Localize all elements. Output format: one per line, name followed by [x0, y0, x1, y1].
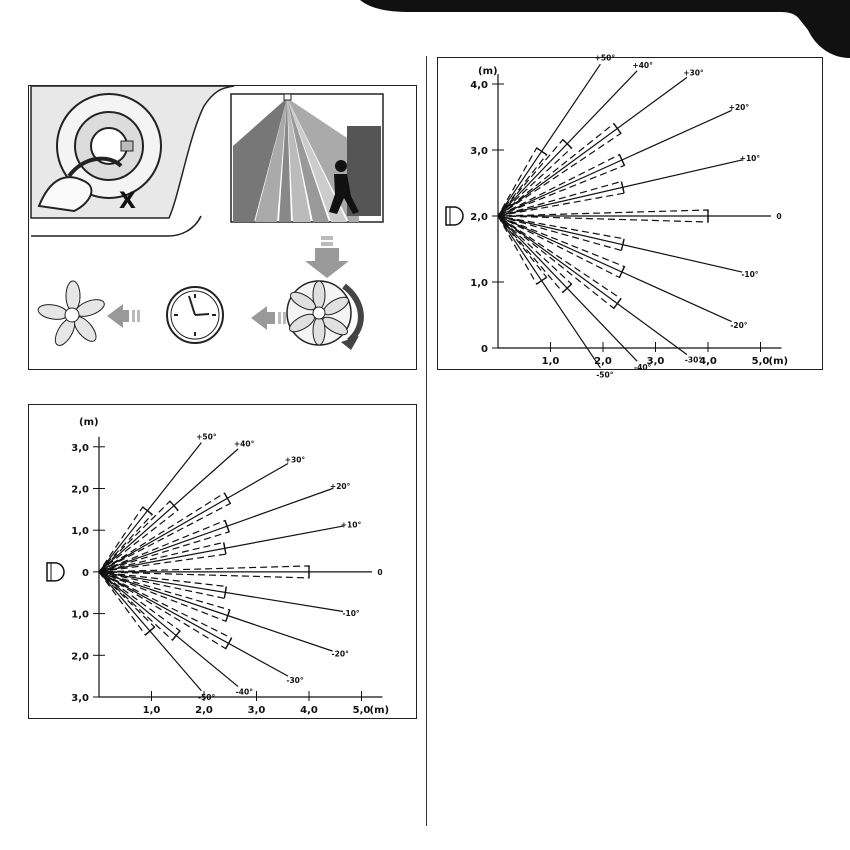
y-tick-label: 2,0: [71, 484, 89, 496]
x-unit-label: (m): [369, 705, 390, 716]
angle-label: 0: [776, 212, 782, 221]
y-tick-label: 1,0: [71, 526, 89, 538]
angle-label: +30°: [683, 68, 704, 78]
clock-icon: [167, 287, 223, 343]
zone-end-bracket: [537, 277, 547, 284]
x-tick-label: 5,0: [751, 356, 770, 367]
sensor-icon: [446, 207, 463, 225]
y-tick-label: 4,0: [470, 80, 488, 91]
zone-end-bracket: [619, 155, 624, 166]
ray-line: [99, 572, 333, 651]
x-tick-label: 5,0: [352, 705, 371, 716]
arrow-left-icon: [107, 304, 140, 328]
zone-end-bracket: [172, 631, 180, 640]
angle-label: +30°: [284, 455, 306, 465]
illustration-panel: [28, 85, 417, 370]
angle-label: -40°: [634, 362, 652, 372]
x-tick-label: 1,0: [142, 705, 161, 716]
angle-label: -50°: [596, 370, 614, 380]
ray-line: [498, 160, 742, 216]
y-tick-label: 1,0: [470, 278, 488, 289]
detection-chart-1-panel: [437, 53, 823, 380]
zone-end-bracket: [537, 148, 547, 155]
angle-label: -10°: [741, 269, 759, 279]
zone-end-bracket: [619, 267, 624, 278]
angle-label: 0: [377, 567, 383, 577]
angle-label: -20°: [730, 320, 748, 330]
detection-chart-2-panel: [28, 404, 417, 719]
sensor-icon: [47, 563, 64, 581]
angle-label: +40°: [632, 61, 653, 71]
y-tick-label: 3,0: [470, 146, 488, 157]
hand-wiring-icon: [31, 86, 234, 218]
x-mark: X: [119, 189, 136, 214]
angle-label: +50°: [594, 53, 616, 63]
fan-icon: [37, 281, 106, 348]
angle-label: +50°: [196, 432, 217, 442]
ray-line: [99, 443, 201, 572]
ray-line: [498, 216, 687, 355]
y-tick-label: 2,0: [470, 212, 488, 223]
y-unit-label: (m): [79, 417, 99, 428]
x-tick-label: 2,0: [195, 705, 213, 716]
zone-end-bracket: [614, 299, 621, 309]
ray-line: [99, 463, 288, 571]
detection-zone: [498, 216, 624, 251]
zone-end-bracket: [145, 627, 154, 635]
corner-tab: [360, 0, 850, 60]
zone-end-bracket: [224, 493, 230, 503]
detection-chart-1: [438, 53, 822, 380]
y-unit-label: (m): [478, 66, 498, 77]
angle-label: -30°: [286, 676, 304, 686]
angle-label: +40°: [233, 439, 255, 449]
zone-end-bracket: [224, 586, 226, 598]
rotating-fan-icon: [287, 281, 361, 350]
x-tick-label: 2,0: [594, 356, 612, 367]
zone-end-bracket: [614, 124, 621, 134]
angle-label: +20°: [728, 103, 750, 113]
y-tick-label: 3,0: [71, 693, 89, 704]
zone-end-bracket: [226, 638, 232, 649]
detection-chart-2: [29, 405, 416, 718]
x-tick-label: 3,0: [247, 705, 266, 716]
angle-label: +20°: [329, 481, 351, 491]
column-divider: [426, 56, 427, 826]
x-unit-label: (m): [768, 356, 789, 367]
angle-label: -20°: [331, 649, 349, 659]
y-tick-label: 0: [82, 567, 89, 579]
ray-line: [99, 489, 333, 572]
angle-label: +10°: [340, 520, 362, 530]
x-tick-label: 4,0: [300, 705, 318, 716]
y-tick-label: 3,0: [71, 442, 89, 454]
angle-label: -40°: [235, 687, 253, 697]
x-tick-label: 3,0: [646, 356, 665, 367]
x-tick-label: 1,0: [541, 356, 560, 367]
zone-end-bracket: [143, 507, 152, 514]
angle-label: -30°: [684, 355, 703, 365]
angle-label: -10°: [342, 608, 360, 618]
angle-label: -50°: [197, 692, 216, 702]
x-tick-label: 4,0: [699, 356, 717, 367]
y-tick-label: 1,0: [71, 609, 89, 621]
arrow-down-icon: [305, 236, 349, 278]
ray-line: [498, 77, 687, 216]
pir-sensor-icon: [231, 94, 383, 222]
y-tick-label: 0: [481, 344, 488, 355]
y-tick-label: 2,0: [71, 651, 89, 663]
angle-label: +10°: [739, 154, 761, 164]
ray-line: [99, 572, 238, 687]
ray-line: [498, 216, 742, 272]
arrow-left-icon: [251, 306, 286, 330]
